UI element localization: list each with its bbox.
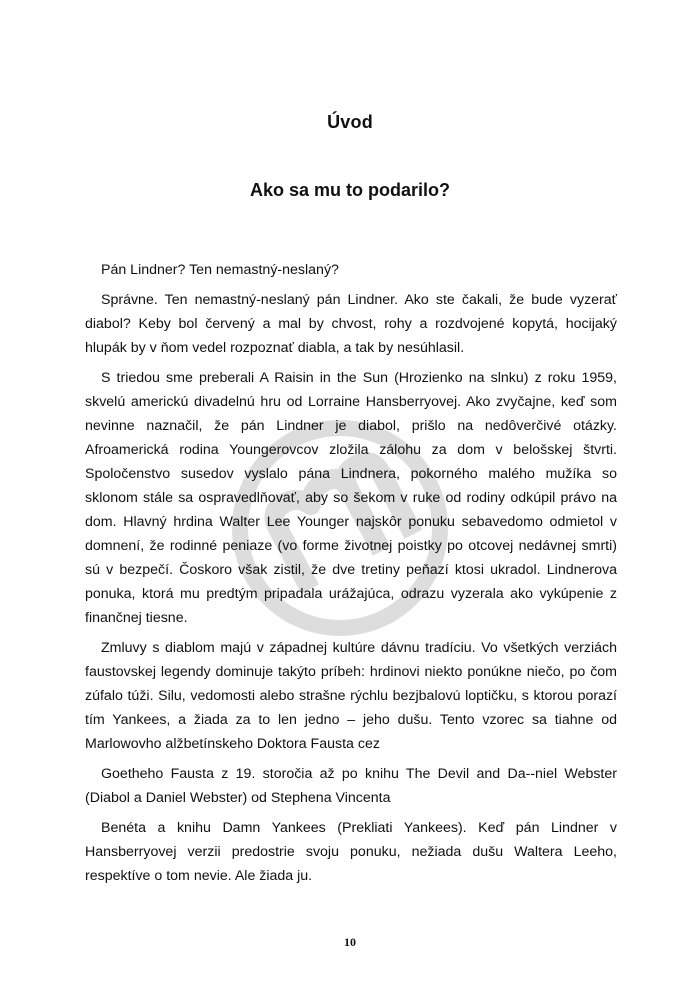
page-title: Úvod [327, 112, 373, 132]
paragraph-5: Goetheho Fausta z 19. storočia až po knihu The Devil and Da--niel Webster (Diabol a Daniel Webster) od Stephena Vincenta [85, 766, 617, 806]
chapter-subtitle: Ako sa mu to podarilo? [249, 180, 450, 200]
paragraph-6: Benéta a knihu Damn Yankees (Prekliati Yankees). Keď pán Lindner v Hansberryovej verzii predostrie svoju ponuku, nežiada dušu Waltera Leeho, respektíve o tom nevie. Ale žiada ju. [85, 820, 617, 884]
paragraph-1: Pán Lindner? Ten nemastný-neslaný? [101, 262, 339, 278]
paragraph-2: Správne. Ten nemastný-neslaný pán Lindner. Ako ste čakali, že bude vyzerať diabol? Keby bol červený a mal by chvost, rohy a rozdvojené kopytá, hocijaký hlupák by v ňom vedel rozpoznať diabla, a tak by nesúhlasil. [85, 292, 617, 356]
paragraph-3: S triedou sme preberali A Raisin in the Sun (Hrozienko na slnku) z roku 1959, skvelú americkú divadelnú hru od Lorraine Hansberryovej. Ako zvyčajne, keď som nevinne naznačil, že pán Lindner je diabol, prišlo na nedôverčivé otázky. Afroamerická rodina Youngerovcov zložila zálohu za dom v belošskej štvrti. Spoločenstvo susedov vyslalo pána Lindnera, pokorného malého mužíka so sklonom stále sa ospravedlňovať, aby so šekom v ruke od rodiny odkúpil právo na dom. Hlavný hrdina Walter Lee Younger najskôr ponuku sebavedomo odmietol v domnení, že rodinné peniaze (vo forme životnej poistky po otcovej nedávnej smrti) sú v bezpečí. Čoskoro však zistil, že dve tretiny peňazí ktosi ukradol. Lindnerova ponuka, ktorá mu predtým pripadala urážajúca, odrazu vyzerala ako vykúpenie z finančnej tiesne. [85, 370, 617, 626]
body-text [85, 258, 617, 894]
paragraph-4: Zmluvy s diablom majú v západnej kultúre dávnu tradíciu. Vo všetkých verziách faustovskej legendy dominuje takýto príbeh: hrdinovi niekto ponúkne niečo, po čom zúfalo túži. Silu, vedomosti alebo strašne rýchlu bezjbalovú loptičku, s ktorou porazí tím Yankees, a žiada za to len jedno – jeho dušu. Tento vzorec sa tiahne od Marlowovho alžbetínskeho Doktora Fausta cez [85, 640, 617, 752]
page-number: 10 [344, 935, 356, 949]
